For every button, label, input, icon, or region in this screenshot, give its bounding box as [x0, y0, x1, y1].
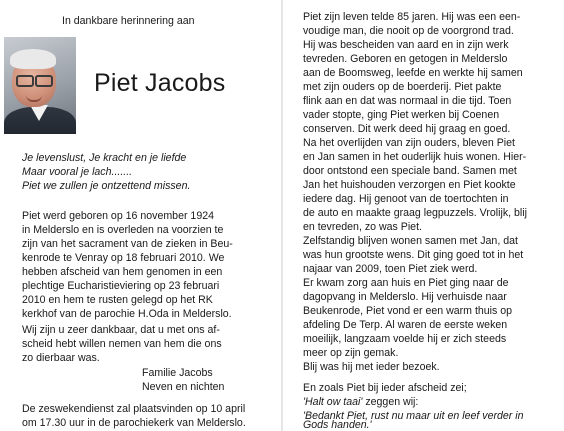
story-line: en tevreden, zo was Piet.: [303, 221, 422, 233]
bio-line: Piet werd geboren op 16 november 1924: [22, 210, 214, 222]
story-line: Zelfstandig blijven wonen samen met Jan, dat: [303, 235, 518, 247]
story-line: meer op zijn gemak.: [303, 347, 399, 359]
closing-intro: En zoals Piet bij ieder afscheid zei;: [303, 382, 467, 394]
closing-suffix: zeggen wij:: [362, 396, 419, 408]
portrait-glasses-right: [35, 75, 53, 87]
story-line: de auto en maakte graag legpuzzels. Vrolijk, blij: [303, 207, 527, 219]
story-line: najaar van 2009, toen Piet ziek werd.: [303, 263, 478, 275]
story-line: Er kwam zorg aan huis en Piet ging naar de: [303, 277, 509, 289]
thanks-line: Wij zijn u zeer dankbaar, dat u met ons af-: [22, 324, 220, 336]
story-line: flink aan en dat was normaal in die tijd. Toen: [303, 95, 512, 107]
story-line: conserven. Dit werk deed hij graag en goed.: [303, 123, 511, 135]
poem-line: Piet we zullen je ontzettend missen.: [22, 180, 191, 192]
poem-line: Je levenslust, Je kracht en je liefde: [22, 152, 187, 164]
thanks-line: zo dierbaar was.: [22, 352, 100, 364]
story-line: Hij was bescheiden van aard en in zijn werk: [303, 39, 509, 51]
right-page: [283, 0, 564, 431]
story-line: Jan het huishouden verzorgen en Piet kookte: [303, 179, 516, 191]
final-line: Gods handen.': [303, 419, 372, 431]
header-text: In dankbare herinnering aan: [62, 15, 195, 27]
story-line: Blij was hij met ieder bezoek.: [303, 361, 440, 373]
story-line: Beukenrode, Piet vond er een warm thuis op: [303, 305, 513, 317]
poem-line: Maar vooral je lach.......: [22, 166, 133, 178]
portrait-hair: [10, 49, 56, 69]
final-line: 'Bedankt Piet, rust nu maar uit en leef verder in: [303, 410, 524, 422]
left-page: [0, 0, 281, 431]
bio-line: hebben afscheid van hem genomen in een: [22, 266, 223, 278]
closing-quote: 'Halt ow taai': [303, 396, 363, 408]
bio-line: zijn van het sacrament van de zieken in Beu-: [22, 238, 233, 250]
story-line: was hun grootste wens. Dit ging goed tot in het: [303, 249, 524, 261]
bio-line: 2010 en hem te rusten gelegd op het RK: [22, 294, 213, 306]
service-line: De zeswekendienst zal plaatsvinden op 10 april: [22, 403, 246, 415]
story-line: Piet zijn leven telde 85 jaren. Hij was een een-: [303, 11, 521, 23]
signature-line: Familie Jacobs: [142, 367, 213, 379]
thanks-line: scheid hebt willen nemen van hem die ons: [22, 338, 222, 350]
story-line: door ontstond een speciale band. Samen met: [303, 165, 517, 177]
bio-line: plechtige Eucharistieviering op 23 februari: [22, 280, 220, 292]
portrait-photo: [4, 37, 76, 134]
story-line: vader stopte, ging Piet werken bij Coenen: [303, 109, 500, 121]
signature-line: Neven en nichten: [142, 381, 225, 393]
story-line: voudige man, die nooit op de voorgrond trad.: [303, 25, 514, 37]
closing-quote-line: [303, 395, 418, 409]
story-line: met zijn ouders op de boerderij. Piet pakte: [303, 81, 502, 93]
portrait-glasses-left: [16, 75, 34, 87]
bio-line: kenrode te Venray op 18 februari 2010. We: [22, 252, 225, 264]
story-line: tevreden. Geboren en getogen in Melderslo: [303, 53, 508, 65]
story-line: dagopvang in Melderslo. Hij verhuisde naar: [303, 291, 507, 303]
story-line: en Jan samen in het ouderlijk huis wonen. Hier-: [303, 151, 527, 163]
story-line: Na het overlijden van zijn ouders, bleven Piet: [303, 137, 515, 149]
story-line: aan de Boomsweg, leefde en werkte hij samen: [303, 67, 523, 79]
bio-line: in Melderslo en is overleden na voorzien te: [22, 224, 224, 236]
deceased-name: Piet Jacobs: [94, 69, 226, 97]
story-line: moeilijk, langzaam voelde hij er zich steeds: [303, 333, 507, 345]
bio-line: kerkhof van de parochie H.Oda in Melderslo.: [22, 308, 232, 320]
story-line: afdeling De Terp. Al waren de eerste weken: [303, 319, 508, 331]
service-line: om 17.30 uur in de parochiekerk van Melderslo.: [22, 417, 246, 429]
story-line: iedere dag. Hij genoot van de toertochten in: [303, 193, 509, 205]
